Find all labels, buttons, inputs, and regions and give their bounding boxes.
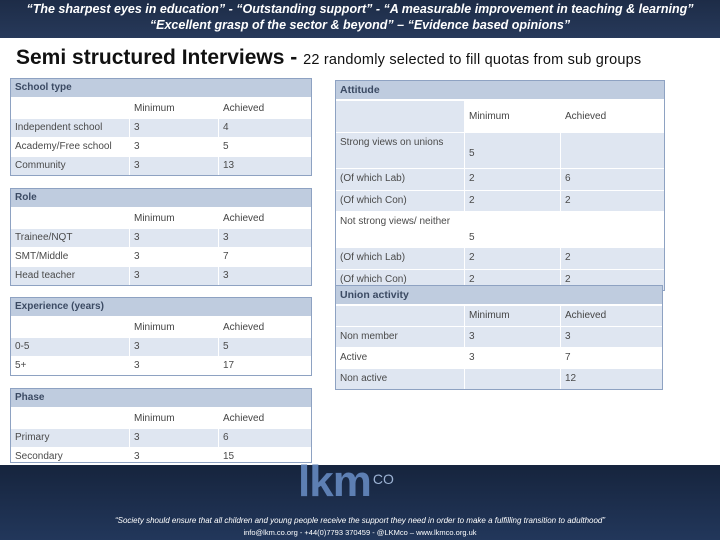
table-cell: 7: [223, 251, 229, 262]
table-cell: 12: [565, 373, 577, 384]
column-header: [11, 409, 130, 428]
table-row: [11, 428, 311, 447]
table-cell: 0-5: [11, 338, 130, 356]
column-header: [336, 306, 465, 326]
table-cell: 2: [565, 194, 571, 206]
table-cell: 15: [223, 451, 235, 462]
logo-text: lkm: [298, 457, 371, 506]
slide-title-main: Semi structured Interviews -: [16, 46, 304, 69]
table-cell: 2: [565, 252, 571, 263]
table-cell: [465, 133, 561, 168]
table-row: [336, 368, 662, 389]
table-cell: 3: [130, 338, 219, 356]
table-cell: 3: [465, 348, 561, 368]
school-type-table: [10, 78, 312, 176]
phase-table: [10, 388, 312, 463]
table-cell: 2: [565, 273, 571, 285]
table-cell: [561, 212, 664, 247]
table-cell: 3: [223, 270, 229, 281]
union-activity-table: [335, 285, 663, 390]
table-cell: (Of which Con): [336, 270, 465, 291]
table-header-row: [336, 305, 662, 326]
table-heading: Role: [11, 189, 311, 208]
attitude-table: [335, 80, 665, 291]
table-cell: 5: [223, 141, 229, 152]
table-cell: [465, 369, 561, 389]
header-quote-line-1: “The sharpest eyes in education” - “Outstanding support” - “A measurable improvement in teaching & learning”: [26, 2, 694, 16]
table-cell: Community: [11, 157, 130, 175]
table-row: [11, 118, 311, 137]
table-cell: Not strong views/ neither: [336, 212, 465, 247]
table-cell-value: 5: [469, 148, 475, 159]
column-header: Minimum: [465, 306, 561, 326]
table-heading: Union activity: [336, 286, 662, 305]
table-row: [11, 156, 311, 175]
table-cell: Strong views on unions: [336, 133, 465, 168]
table-cell: 6: [565, 173, 571, 184]
table-cell: 7: [565, 352, 571, 363]
column-header: [11, 99, 130, 118]
table-cell: 3: [130, 157, 219, 175]
table-cell: Primary: [11, 429, 130, 447]
table-cell: 17: [223, 360, 235, 371]
table-row: [336, 211, 664, 247]
column-header: Achieved: [223, 413, 265, 424]
table-cell: 2: [465, 270, 561, 291]
table-heading: School type: [11, 79, 311, 98]
column-header: Achieved: [223, 103, 265, 114]
table-row: [11, 447, 311, 463]
column-header: [336, 101, 465, 132]
table-cell: [561, 133, 664, 168]
column-header: Achieved: [223, 213, 265, 224]
table-cell: Active: [336, 348, 465, 368]
column-header: [11, 318, 130, 337]
table-heading: Experience (years): [11, 298, 311, 317]
lkmco-logo: [298, 457, 392, 507]
table-cell: SMT/Middle: [11, 248, 130, 266]
table-row: [11, 356, 311, 375]
table-row: [11, 247, 311, 266]
table-cell: 3: [130, 267, 219, 285]
table-cell: 6: [223, 432, 229, 443]
logo-suffix: CO: [372, 471, 394, 487]
table-cell: 3: [130, 357, 219, 375]
column-header: Achieved: [561, 101, 664, 132]
table-cell: 3: [130, 229, 219, 247]
table-row: [336, 347, 662, 368]
table-row: [11, 337, 311, 356]
table-heading: Attitude: [336, 81, 664, 100]
table-cell: 2: [465, 248, 561, 269]
column-header: Achieved: [223, 322, 265, 333]
table-cell: 3: [565, 331, 571, 342]
column-header: Achieved: [565, 310, 607, 321]
table-row: [11, 266, 311, 285]
table-cell: (Of which Lab): [336, 169, 465, 190]
footer-banner: [0, 457, 720, 540]
table-cell: [465, 212, 561, 247]
table-cell: 5: [223, 341, 229, 352]
table-row: [336, 190, 664, 212]
column-header: Minimum: [465, 101, 561, 132]
header-quote-line-2: “Excellent grasp of the sector & beyond” – “Evidence based opinions”: [149, 18, 571, 32]
table-cell: 3: [130, 248, 219, 266]
column-header: Minimum: [130, 409, 219, 428]
table-header-row: [336, 100, 664, 132]
table-cell: Head teacher: [11, 267, 130, 285]
table-cell: 3: [130, 429, 219, 447]
table-cell: 13: [223, 160, 235, 171]
table-cell: 5+: [11, 357, 130, 375]
table-row: [11, 137, 311, 156]
table-header-row: [11, 317, 311, 337]
table-cell: 3: [223, 232, 229, 243]
table-row: [336, 132, 664, 168]
table-heading: Phase: [11, 389, 311, 408]
table-header-row: [11, 98, 311, 118]
table-cell: 3: [465, 327, 561, 347]
column-header: Minimum: [130, 209, 219, 228]
footer-quote: “Society should ensure that all children and young people receive the support they need in order to make a fulfilling transition to adulthood”: [114, 516, 606, 525]
table-row: [336, 326, 662, 347]
table-cell: (Of which Con): [336, 191, 465, 212]
column-header: Minimum: [130, 318, 219, 337]
table-cell: Academy/Free school: [11, 138, 130, 156]
table-cell: 3: [130, 119, 219, 137]
table-header-row: [11, 208, 311, 228]
role-table: [10, 188, 312, 286]
table-row: [11, 228, 311, 247]
table-row: [336, 168, 664, 190]
column-header: Minimum: [130, 99, 219, 118]
table-cell: Independent school: [11, 119, 130, 137]
table-cell: 3: [130, 448, 219, 463]
table-row: [336, 247, 664, 269]
table-cell: 2: [465, 169, 561, 190]
experience-table: [10, 297, 312, 376]
table-cell: Secondary: [11, 448, 130, 463]
slide-title-sub: 22 randomly selected to fill quotas from sub groups: [303, 52, 642, 68]
table-cell: 2: [465, 191, 561, 212]
table-cell-value: 5: [469, 232, 475, 243]
table-header-row: [11, 408, 311, 428]
table-cell: 3: [130, 138, 219, 156]
table-cell: Non member: [336, 327, 465, 347]
table-cell: Trainee/NQT: [11, 229, 130, 247]
table-cell: 4: [223, 122, 229, 133]
table-cell: (Of which Lab): [336, 248, 465, 269]
table-cell: Non active: [336, 369, 465, 389]
column-header: [11, 209, 130, 228]
footer-contact: info@lkm.co.org - +44(0)7793 370459 - @LKMco – www.lkmco.org.uk: [243, 528, 477, 537]
slide-title: [16, 46, 641, 70]
header-banner: [0, 0, 720, 38]
